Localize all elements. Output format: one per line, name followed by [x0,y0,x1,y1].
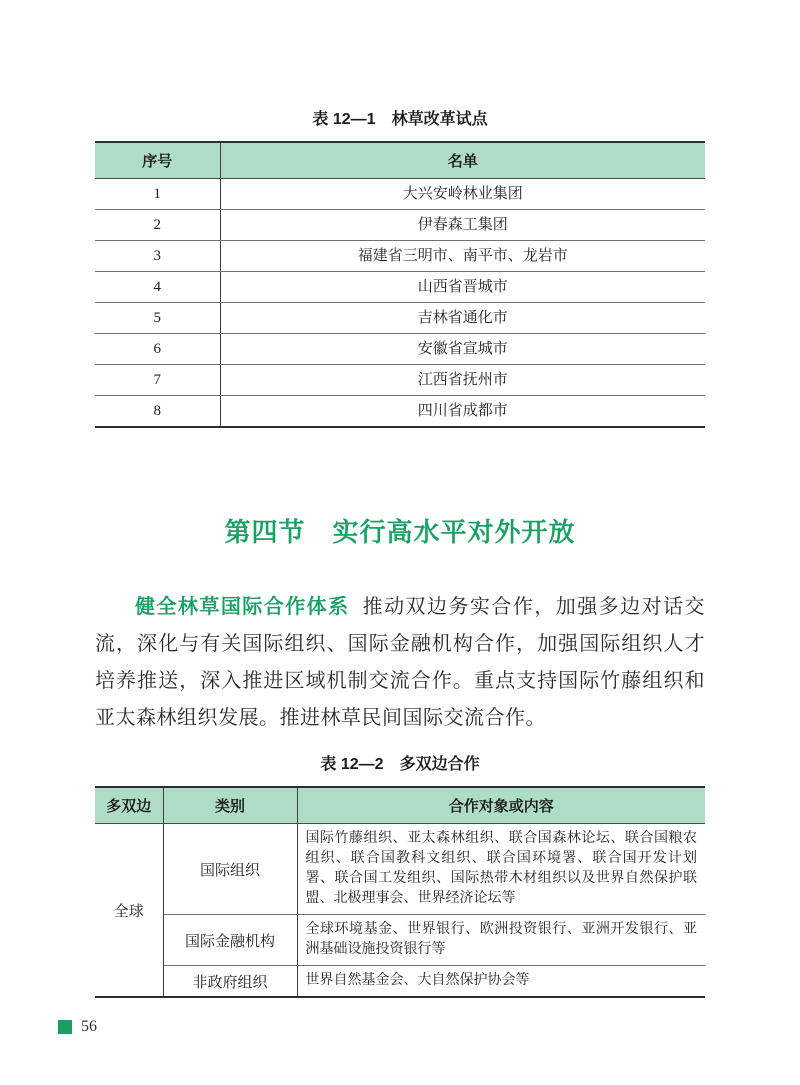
table2-header-content: 合作对象或内容 [297,787,705,824]
table-row [95,241,705,272]
table-cell-content: 国际竹藤组织、亚太森林组织、联合国森林论坛、联合国粮农组织、联合国教科文组织、联合国环境署、联合国开发计划署、联合国工发组织、国际热带木材组织以及世界自然保护联盟、北极理事会、世界经济论坛等 [297,824,705,915]
table-cell-category: 非政府组织 [163,966,297,998]
table2-header-row [95,787,705,824]
table-row [95,334,705,365]
table1-header-name: 名单 [220,142,705,179]
table-cell-name: 大兴安岭林业集团 [220,179,705,210]
page-footer [58,1018,97,1036]
table-cell-seq: 7 [95,365,220,396]
paragraph-lead: 健全林草国际合作体系 [135,596,350,618]
table2-title: 表 12—2 多双边合作 [320,756,480,773]
table-cell-seq: 4 [95,272,220,303]
page-content [95,0,705,998]
table-row [95,365,705,396]
page-number-marker [58,1020,72,1034]
table2-header-category: 类别 [163,787,297,824]
table2-header-scope: 多双边 [95,787,163,824]
table-cell-name: 江西省抚州市 [220,365,705,396]
table-row [95,303,705,334]
table-cell-seq: 8 [95,396,220,428]
table-cell-name: 安徽省宣城市 [220,334,705,365]
table-cell-seq: 3 [95,241,220,272]
table-row [95,210,705,241]
table-row [95,824,705,915]
table-row [95,966,705,998]
paragraph-body: 推动双边务实合作，加强多边对话交流，深化与有关国际组织、国际金融机构合作，加强国际组织人才培养推送，深入推进区域机制交流合作。重点支持国际竹藤组织和亚太森林组织发展。推进林草民间国际交流合作。 [95,596,706,729]
table-row [95,272,705,303]
table1-reform-pilots [95,141,705,428]
table2-group-global: 全球 [95,824,163,998]
table-cell-name: 四川省成都市 [417,403,508,419]
table-cell-category: 国际组织 [163,824,297,915]
table-cell-content: 世界自然基金会、大自然保护协会等 [305,973,530,988]
table1-title: 表 12—1 林草改革试点 [312,111,488,128]
table-cell-seq: 6 [95,334,220,365]
table-row [95,396,705,428]
table-cell-name: 吉林省通化市 [220,303,705,334]
table1-header-row [95,142,705,179]
table-row [95,915,705,966]
table-cell-name: 福建省三明市、南平市、龙岩市 [220,241,705,272]
table1-header-seq: 序号 [95,142,220,179]
body-paragraph [95,589,705,737]
table2-cooperation [95,786,705,998]
table-cell-category: 国际金融机构 [163,915,297,966]
table-cell-name: 山西省晋城市 [220,272,705,303]
table-cell-seq: 1 [95,179,220,210]
table-cell-name: 伊春森工集团 [220,210,705,241]
page-number: 56 [81,1018,97,1035]
table-cell-content: 全球环境基金、世界银行、欧洲投资银行、亚洲开发银行、亚洲基础设施投资银行等 [297,915,705,966]
table-cell-seq: 5 [95,303,220,334]
table-row [95,179,705,210]
table-cell-seq: 2 [95,210,220,241]
section-heading: 第四节 实行高水平对外开放 [224,517,576,547]
